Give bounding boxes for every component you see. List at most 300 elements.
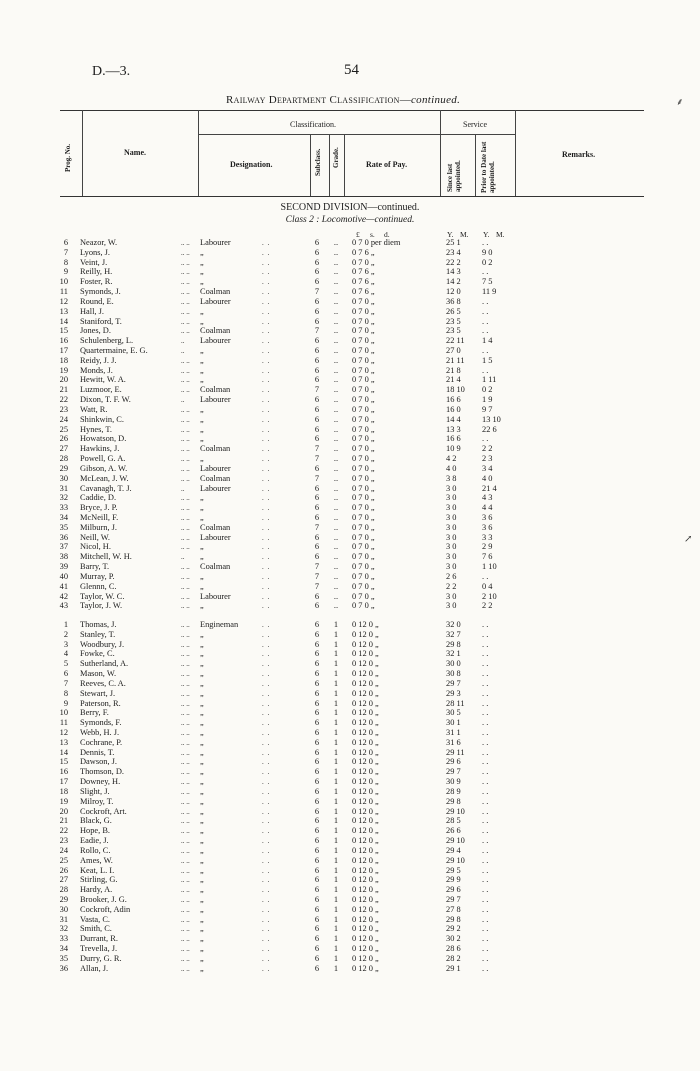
table-row	[0, 757, 700, 767]
row-name: Reeves, C. A.	[80, 678, 126, 688]
row-service-since-last: 3 0	[446, 522, 457, 532]
row-service-prior: 21 4	[482, 483, 497, 493]
row-grade: 1	[333, 836, 339, 846]
row-grade: ..	[333, 316, 339, 326]
row-number: 34	[59, 944, 68, 954]
row-rate-of-pay: 0 12 0 „	[352, 963, 379, 973]
row-rate-of-pay: 0 7 0 „	[352, 346, 375, 356]
row-grade: ..	[333, 562, 339, 572]
row-service-prior: . .	[482, 816, 489, 826]
row-designation: „	[200, 806, 204, 816]
row-service-since-last: 28 11	[446, 698, 465, 708]
row-designation: „	[200, 718, 204, 728]
table-row	[0, 346, 700, 356]
row-leader-dots: ..	[181, 337, 185, 346]
row-name: Glennn, C.	[80, 581, 117, 591]
row-number: 17	[59, 346, 68, 356]
row-service-prior: 0 2	[482, 257, 493, 267]
row-name: Milroy, T.	[80, 796, 114, 806]
row-leader-dots: .. ..	[181, 602, 190, 611]
row-rate-of-pay: 0 7 0 „	[352, 326, 375, 336]
col-prog-no: Prog. No.	[64, 143, 72, 172]
row-subclass: 6	[314, 620, 320, 629]
row-leader-dots: .. ..	[181, 533, 190, 542]
section-title: SECOND DIVISION—continued.	[280, 202, 420, 213]
row-name: Dixon, T. F. W.	[80, 395, 131, 405]
row-grade: ..	[333, 336, 339, 346]
page-number: 54	[344, 62, 359, 78]
row-name: Milburn, J.	[80, 522, 117, 532]
row-number: 38	[59, 552, 68, 562]
row-name: Berry, F.	[80, 708, 109, 718]
row-subclass: 6	[314, 885, 320, 895]
row-grade: 1	[333, 885, 339, 895]
row-rate-of-pay: 0 12 0 „	[352, 826, 379, 836]
table-row	[0, 807, 700, 817]
row-subclass: 6	[314, 845, 320, 855]
row-grade: 1	[333, 924, 339, 934]
row-service-since-last: 27 8	[446, 904, 461, 914]
row-rate-of-pay: 0 12 0 „	[352, 747, 379, 757]
row-grade: 1	[333, 953, 339, 963]
row-grade: ..	[333, 306, 339, 316]
row-grade: 1	[333, 757, 339, 767]
row-grade: 1	[333, 845, 339, 855]
divider	[515, 110, 516, 196]
row-service-since-last: 25 1	[446, 238, 461, 247]
row-designation-leader: . .	[262, 689, 271, 698]
row-leader-dots: .. ..	[181, 504, 190, 513]
row-leader-dots: .. ..	[181, 425, 190, 434]
unit-years-since: Y.	[447, 230, 454, 239]
row-grade: ..	[333, 414, 339, 424]
col-name: Name.	[124, 148, 146, 157]
row-rate-of-pay: 0 7 0 per diem	[352, 238, 401, 247]
row-designation: „	[200, 404, 204, 414]
page-title	[226, 94, 460, 106]
row-rate-of-pay: 0 12 0 „	[352, 914, 379, 924]
table-row	[0, 699, 700, 709]
row-designation: „	[200, 708, 204, 718]
doc-reference: D.—3.	[92, 64, 131, 79]
row-service-prior: . .	[482, 238, 489, 247]
title-main: Railway Department Classification—	[226, 94, 411, 106]
row-service-since-last: 31 6	[446, 737, 461, 747]
row-service-since-last: 23 5	[446, 316, 461, 326]
row-subclass: 6	[314, 629, 320, 639]
row-service-since-last: 23 5	[446, 326, 461, 336]
row-designation-leader: . .	[262, 758, 271, 767]
row-designation-leader: . .	[262, 415, 271, 424]
row-rate-of-pay: 0 12 0 „	[352, 953, 379, 963]
row-service-prior: . .	[482, 571, 489, 581]
table-row	[0, 385, 700, 395]
row-number: 11	[59, 287, 68, 297]
row-service-since-last: 3 0	[446, 532, 457, 542]
row-name: Dennis, T.	[80, 747, 115, 757]
row-number: 37	[59, 542, 68, 552]
row-number: 42	[59, 591, 68, 601]
row-designation: „	[200, 944, 204, 954]
row-designation-leader: . .	[262, 670, 271, 679]
row-number: 2	[63, 629, 68, 639]
row-subclass: 6	[314, 257, 320, 267]
row-designation: „	[200, 728, 204, 738]
row-number: 11	[59, 718, 68, 728]
row-leader-dots: .. ..	[181, 709, 190, 718]
row-designation: „	[200, 277, 204, 287]
row-designation: „	[200, 267, 204, 277]
row-rate-of-pay: 0 7 6 „	[352, 277, 375, 287]
row-service-prior: . .	[482, 620, 489, 629]
row-subclass: 6	[314, 414, 320, 424]
table-row	[0, 816, 700, 826]
row-service-prior: . .	[482, 944, 489, 954]
row-subclass: 6	[314, 365, 320, 375]
row-rate-of-pay: 0 12 0 „	[352, 678, 379, 688]
row-service-since-last: 10 9	[446, 444, 461, 454]
row-name: Neazor, W.	[80, 238, 118, 247]
row-number: 6	[63, 669, 68, 679]
row-leader-dots: .. ..	[181, 797, 190, 806]
row-rate-of-pay: 0 12 0 „	[352, 944, 379, 954]
row-name: Keat, L. I.	[80, 865, 115, 875]
row-designation-leader: . .	[262, 640, 271, 649]
row-leader-dots: .. ..	[181, 837, 190, 846]
row-name: Dawson, J.	[80, 757, 117, 767]
row-grade: 1	[333, 904, 339, 914]
row-number: 31	[59, 483, 68, 493]
row-leader-dots: .. ..	[181, 523, 190, 532]
row-number: 16	[59, 767, 68, 777]
row-subclass: 6	[314, 434, 320, 444]
unit-months-prior: M.	[496, 230, 505, 239]
row-number: 35	[59, 522, 68, 532]
divider	[440, 134, 515, 135]
row-designation-leader: . .	[262, 738, 271, 747]
table-row	[0, 533, 700, 543]
row-rate-of-pay: 0 12 0 „	[352, 669, 379, 679]
row-grade: 1	[333, 963, 339, 973]
row-subclass: 6	[314, 375, 320, 385]
row-subclass: 6	[314, 512, 320, 522]
row-rate-of-pay: 0 12 0 „	[352, 845, 379, 855]
row-number: 32	[59, 493, 68, 503]
table-row	[0, 748, 700, 758]
row-name: Fowke, C.	[80, 649, 115, 659]
row-name: Round, E.	[80, 296, 114, 306]
row-service-prior: . .	[482, 737, 489, 747]
row-subclass: 6	[314, 424, 320, 434]
row-name: Webb, H. J.	[80, 728, 120, 738]
row-service-since-last: 28 2	[446, 953, 461, 963]
row-service-since-last: 3 8	[446, 473, 457, 483]
row-rate-of-pay: 0 12 0 „	[352, 698, 379, 708]
row-rate-of-pay: 0 12 0 „	[352, 629, 379, 639]
row-service-prior: 3 6	[482, 512, 493, 522]
row-designation-leader: . .	[262, 307, 271, 316]
row-grade: ..	[333, 483, 339, 493]
row-subclass: 6	[314, 296, 320, 306]
row-number: 10	[59, 708, 68, 718]
row-subclass: 6	[314, 855, 320, 865]
row-service-prior: . .	[482, 326, 489, 336]
row-subclass: 7	[314, 522, 320, 532]
row-rate-of-pay: 0 7 0 „	[352, 395, 375, 405]
divider	[198, 134, 440, 135]
row-name: Smith, C.	[80, 924, 112, 934]
row-designation-leader: . .	[262, 837, 271, 846]
row-leader-dots: .. ..	[181, 474, 190, 483]
row-designation: „	[200, 571, 204, 581]
row-subclass: 6	[314, 786, 320, 796]
row-service-prior: 1 10	[482, 562, 497, 572]
row-designation: „	[200, 688, 204, 698]
divider	[344, 134, 345, 196]
row-subclass: 6	[314, 601, 320, 611]
row-subclass: 7	[314, 454, 320, 464]
row-number: 1	[63, 620, 68, 629]
row-leader-dots: .. ..	[181, 376, 190, 385]
row-designation-leader: . .	[262, 650, 271, 659]
row-designation-leader: . .	[262, 425, 271, 434]
row-service-since-last: 29 1	[446, 963, 461, 973]
row-leader-dots: .. ..	[181, 719, 190, 728]
row-designation-leader: . .	[262, 660, 271, 669]
row-service-prior: 7 5	[482, 277, 493, 287]
row-service-since-last: 4 2	[446, 454, 457, 464]
row-name: Stirling, G.	[80, 875, 118, 885]
row-number: 22	[59, 826, 68, 836]
row-designation-leader: . .	[262, 945, 271, 954]
row-number: 28	[59, 885, 68, 895]
row-service-since-last: 29 6	[446, 757, 461, 767]
unit-shillings: s.	[370, 230, 375, 239]
row-rate-of-pay: 0 7 6 „	[352, 287, 375, 297]
row-designation-leader: . .	[262, 807, 271, 816]
row-designation: „	[200, 777, 204, 787]
row-service-prior: . .	[482, 963, 489, 973]
row-leader-dots: .. ..	[181, 807, 190, 816]
row-service-since-last: 32 7	[446, 629, 461, 639]
row-number: 25	[59, 424, 68, 434]
row-name: Schulenberg, L.	[80, 336, 134, 346]
row-leader-dots: .. ..	[181, 817, 190, 826]
row-subclass: 6	[314, 336, 320, 346]
row-subclass: 6	[314, 924, 320, 934]
table-row	[0, 592, 700, 602]
row-rate-of-pay: 0 12 0 „	[352, 855, 379, 865]
row-name: Jones, D.	[80, 326, 111, 336]
row-grade: ..	[333, 512, 339, 522]
row-name: Lyons, J.	[80, 247, 111, 257]
row-grade: ..	[333, 424, 339, 434]
row-subclass: 6	[314, 836, 320, 846]
row-number: 14	[59, 747, 68, 757]
row-number: 24	[59, 414, 68, 424]
row-leader-dots: .. ..	[181, 650, 190, 659]
header-top-rule	[60, 110, 644, 111]
divider	[198, 110, 199, 196]
row-subclass: 6	[314, 914, 320, 924]
table-row	[0, 238, 700, 248]
row-service-prior: . .	[482, 885, 489, 895]
col-designation: Designation.	[230, 160, 273, 169]
row-grade: 1	[333, 747, 339, 757]
row-designation-leader: . .	[262, 513, 271, 522]
row-subclass: 6	[314, 267, 320, 277]
table-row	[0, 934, 700, 944]
row-name: Slight, J.	[80, 786, 110, 796]
row-number: 28	[59, 454, 68, 464]
table-row	[0, 277, 700, 287]
table-row	[0, 885, 700, 895]
row-service-since-last: 32 0	[446, 620, 461, 629]
row-grade: ..	[333, 326, 339, 336]
row-service-since-last: 26 6	[446, 826, 461, 836]
row-designation: „	[200, 934, 204, 944]
table-row	[0, 826, 700, 836]
row-leader-dots: .. ..	[181, 494, 190, 503]
row-number: 39	[59, 562, 68, 572]
row-rate-of-pay: 0 7 0 „	[352, 522, 375, 532]
table-row	[0, 875, 700, 885]
row-service-prior: . .	[482, 267, 489, 277]
row-grade: ..	[333, 532, 339, 542]
row-grade: 1	[333, 629, 339, 639]
row-leader-dots: .. ..	[181, 876, 190, 885]
row-subclass: 7	[314, 444, 320, 454]
row-designation: Coalman	[200, 287, 231, 297]
row-designation-leader: . .	[262, 856, 271, 865]
row-grade: 1	[333, 698, 339, 708]
row-grade: 1	[333, 914, 339, 924]
table-row	[0, 552, 700, 562]
row-name: Powell, G. A.	[80, 454, 126, 464]
row-subclass: 6	[314, 346, 320, 356]
row-leader-dots: .. ..	[181, 297, 190, 306]
row-grade: ..	[333, 385, 339, 395]
row-leader-dots: .. ..	[181, 738, 190, 747]
row-designation: „	[200, 669, 204, 679]
row-rate-of-pay: 0 7 0 „	[352, 365, 375, 375]
table-row	[0, 689, 700, 699]
row-name: Barry, T.	[80, 562, 110, 572]
row-service-prior: . .	[482, 914, 489, 924]
row-designation-leader: . .	[262, 621, 271, 629]
row-number: 13	[59, 737, 68, 747]
table-row	[0, 582, 700, 592]
row-subclass: 6	[314, 552, 320, 562]
row-number: 5	[63, 659, 68, 669]
row-service-since-last: 21 4	[446, 375, 461, 385]
row-number: 18	[59, 786, 68, 796]
row-leader-dots: .. ..	[181, 689, 190, 698]
row-grade: ..	[333, 503, 339, 513]
table-row	[0, 601, 700, 611]
row-designation-leader: . .	[262, 797, 271, 806]
row-number: 8	[63, 688, 68, 698]
row-designation-leader: . .	[262, 709, 271, 718]
row-service-since-last: 22 11	[446, 336, 465, 346]
row-service-since-last: 29 11	[446, 747, 465, 757]
row-number: 43	[59, 601, 68, 611]
row-service-since-last: 29 6	[446, 885, 461, 895]
row-designation-leader: . .	[262, 405, 271, 414]
row-designation: „	[200, 581, 204, 591]
row-designation: „	[200, 454, 204, 464]
row-rate-of-pay: 0 12 0 „	[352, 894, 379, 904]
row-subclass: 6	[314, 483, 320, 493]
row-designation-leader: . .	[262, 679, 271, 688]
row-name: Cochrane, P.	[80, 737, 123, 747]
row-service-since-last: 32 1	[446, 649, 461, 659]
row-leader-dots: .. ..	[181, 582, 190, 591]
row-grade: ..	[333, 493, 339, 503]
row-service-prior: . .	[482, 669, 489, 679]
row-designation: „	[200, 953, 204, 963]
row-service-since-last: 29 10	[446, 806, 465, 816]
row-service-prior: 3 3	[482, 532, 493, 542]
row-designation-leader: . .	[262, 366, 271, 375]
row-designation-leader: . .	[262, 630, 271, 639]
row-number: 36	[59, 532, 68, 542]
row-service-prior: . .	[482, 894, 489, 904]
row-rate-of-pay: 0 12 0 „	[352, 659, 379, 669]
divider	[440, 110, 441, 196]
row-designation-leader: . .	[262, 778, 271, 787]
row-grade: ..	[333, 591, 339, 601]
row-number: 29	[59, 463, 68, 473]
row-name: Luzmoor, E.	[80, 385, 122, 395]
row-subclass: 7	[314, 562, 320, 572]
row-rate-of-pay: 0 7 0 „	[352, 385, 375, 395]
row-designation: „	[200, 757, 204, 767]
row-service-prior: 9 0	[482, 247, 493, 257]
row-leader-dots: .. ..	[181, 640, 190, 649]
row-grade: ..	[333, 247, 339, 257]
row-service-since-last: 3 0	[446, 591, 457, 601]
row-designation-leader: . .	[262, 954, 271, 963]
row-subclass: 6	[314, 463, 320, 473]
row-name: Hall, J.	[80, 306, 104, 316]
row-number: 13	[59, 306, 68, 316]
row-rate-of-pay: 0 7 0 „	[352, 591, 375, 601]
row-number: 24	[59, 845, 68, 855]
row-service-prior: . .	[482, 718, 489, 728]
table-row	[0, 856, 700, 866]
row-designation: Labourer	[200, 463, 231, 473]
row-number: 33	[59, 934, 68, 944]
row-subclass: 6	[314, 894, 320, 904]
row-rate-of-pay: 0 7 0 „	[352, 503, 375, 513]
row-designation-leader: . .	[262, 905, 271, 914]
divider	[82, 110, 83, 196]
row-name: Gibson, A. W.	[80, 463, 128, 473]
row-leader-dots: .. ..	[181, 435, 190, 444]
row-designation-leader: . .	[262, 846, 271, 855]
row-service-prior: . .	[482, 629, 489, 639]
table-row	[0, 297, 700, 307]
row-name: Allan, J.	[80, 963, 109, 973]
row-grade: ..	[333, 375, 339, 385]
row-service-since-last: 3 0	[446, 503, 457, 513]
row-leader-dots: .. ..	[181, 317, 190, 326]
row-service-since-last: 31 1	[446, 728, 461, 738]
row-rate-of-pay: 0 7 6 „	[352, 267, 375, 277]
row-number: 20	[59, 375, 68, 385]
table-row	[0, 728, 700, 738]
